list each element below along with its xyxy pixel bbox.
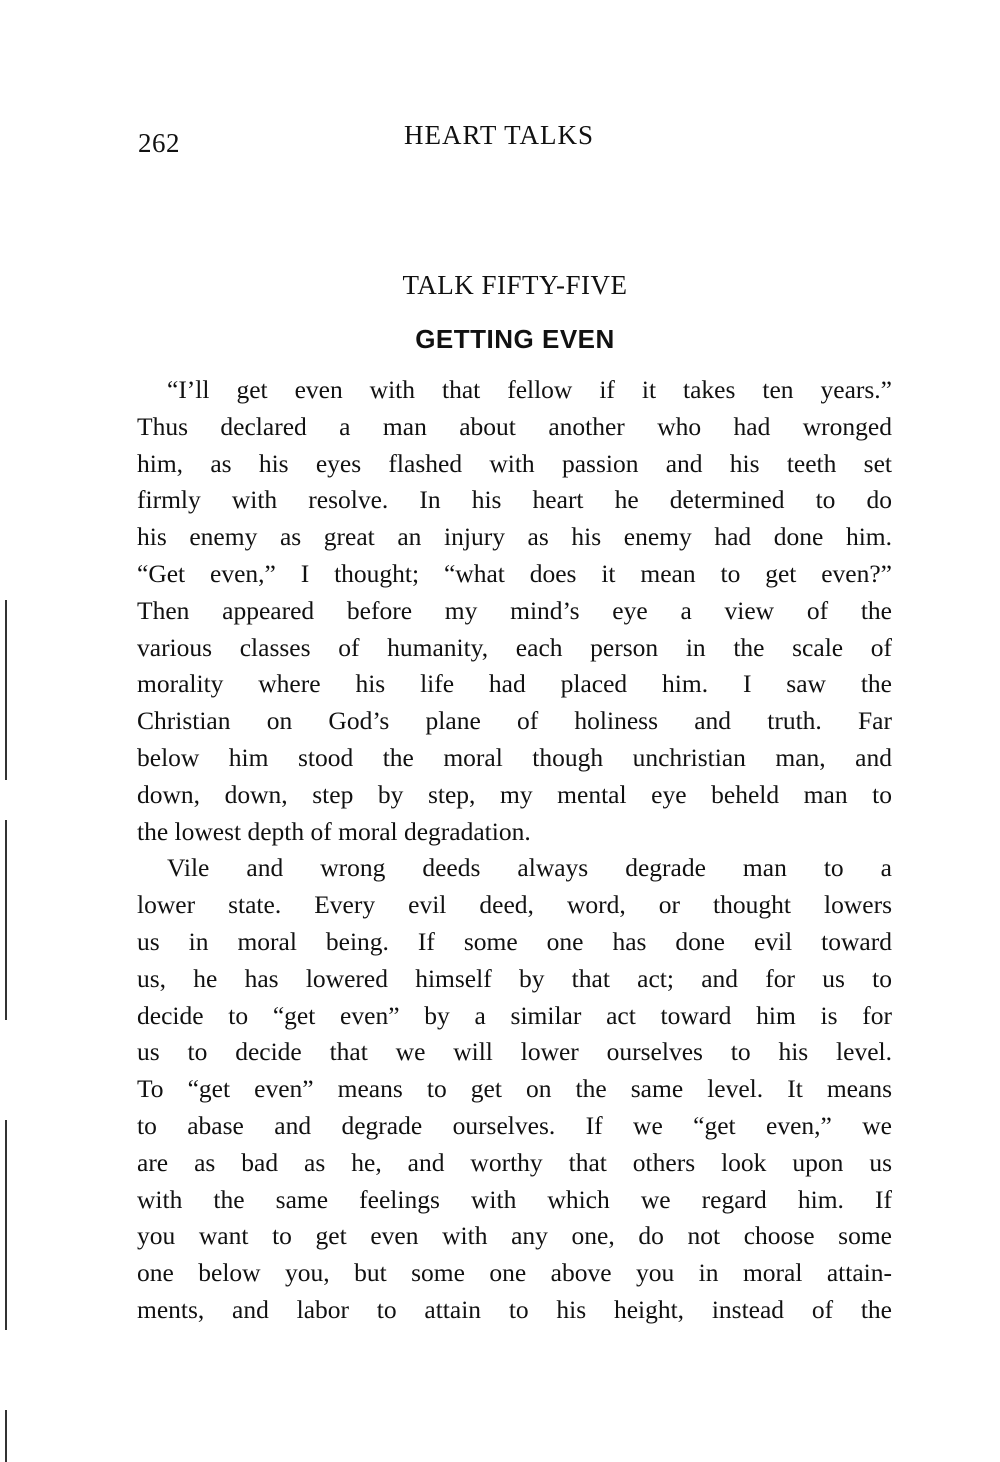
talk-number: TALK FIFTY-FIVE bbox=[402, 270, 628, 300]
text-line: decide to “get even” by a similar act toward him is for bbox=[137, 1000, 892, 1030]
text-line: down, down, step by step, my mental eye beheld man to bbox=[137, 779, 892, 809]
scan-edge-mark bbox=[5, 600, 7, 780]
text-line: us in moral being. If some one has done evil toward bbox=[137, 926, 892, 956]
text-line: Vile and wrong deeds always degrade man to a bbox=[167, 853, 892, 883]
text-line: below him stood the moral though unchristian man, and bbox=[137, 742, 892, 772]
text-line: morality where his life had placed him. I saw the bbox=[137, 669, 892, 699]
text-line: us to decide that we will lower ourselves to his level. bbox=[137, 1037, 892, 1067]
text-line: Thus declared a man about another who had wronged bbox=[137, 411, 892, 441]
text-line: Christian on God’s plane of holiness and truth. Far bbox=[137, 706, 892, 736]
text-line: Then appeared before my mind’s eye a view of the bbox=[137, 595, 892, 625]
scan-edge-mark bbox=[5, 820, 7, 1020]
text-line: with the same feelings with which we regard him. If bbox=[137, 1184, 892, 1214]
page-number: 262 bbox=[138, 128, 180, 158]
scan-edge-mark bbox=[5, 1120, 7, 1330]
text-line: to abase and degrade ourselves. If we “get even,” we bbox=[137, 1110, 892, 1140]
text-line: “Get even,” I thought; “what does it mean to get even?” bbox=[137, 558, 892, 588]
scan-edge-mark bbox=[5, 1410, 7, 1462]
chapter-title: GETTING EVEN bbox=[415, 324, 615, 354]
text-line: his enemy as great an injury as his enemy had done him. bbox=[137, 522, 892, 552]
text-line: are as bad as he, and worthy that others look upon us bbox=[137, 1147, 892, 1177]
text-line: the lowest depth of moral degradation. bbox=[137, 816, 531, 846]
body-text bbox=[137, 372, 892, 1329]
text-line: lower state. Every evil deed, word, or thought lowers bbox=[137, 890, 892, 920]
text-line: “I’ll get even with that fellow if it takes ten years.” bbox=[167, 375, 892, 404]
text-line: us, he has lowered himself by that act; and for us to bbox=[137, 963, 892, 993]
text-line: To “get even” means to get on the same level. It means bbox=[137, 1074, 892, 1104]
text-line: one below you, but some one above you in moral attain- bbox=[137, 1258, 892, 1288]
text-line: various classes of humanity, each person in the scale of bbox=[137, 632, 892, 662]
text-line: ments, and labor to attain to his height, instead of the bbox=[137, 1294, 892, 1324]
text-line: him, as his eyes flashed with passion and his teeth set bbox=[137, 448, 892, 478]
text-line: firmly with resolve. In his heart he determined to do bbox=[137, 485, 892, 515]
running-head: HEART TALKS bbox=[404, 120, 594, 150]
text-line: you want to get even with any one, do not choose some bbox=[137, 1221, 892, 1251]
